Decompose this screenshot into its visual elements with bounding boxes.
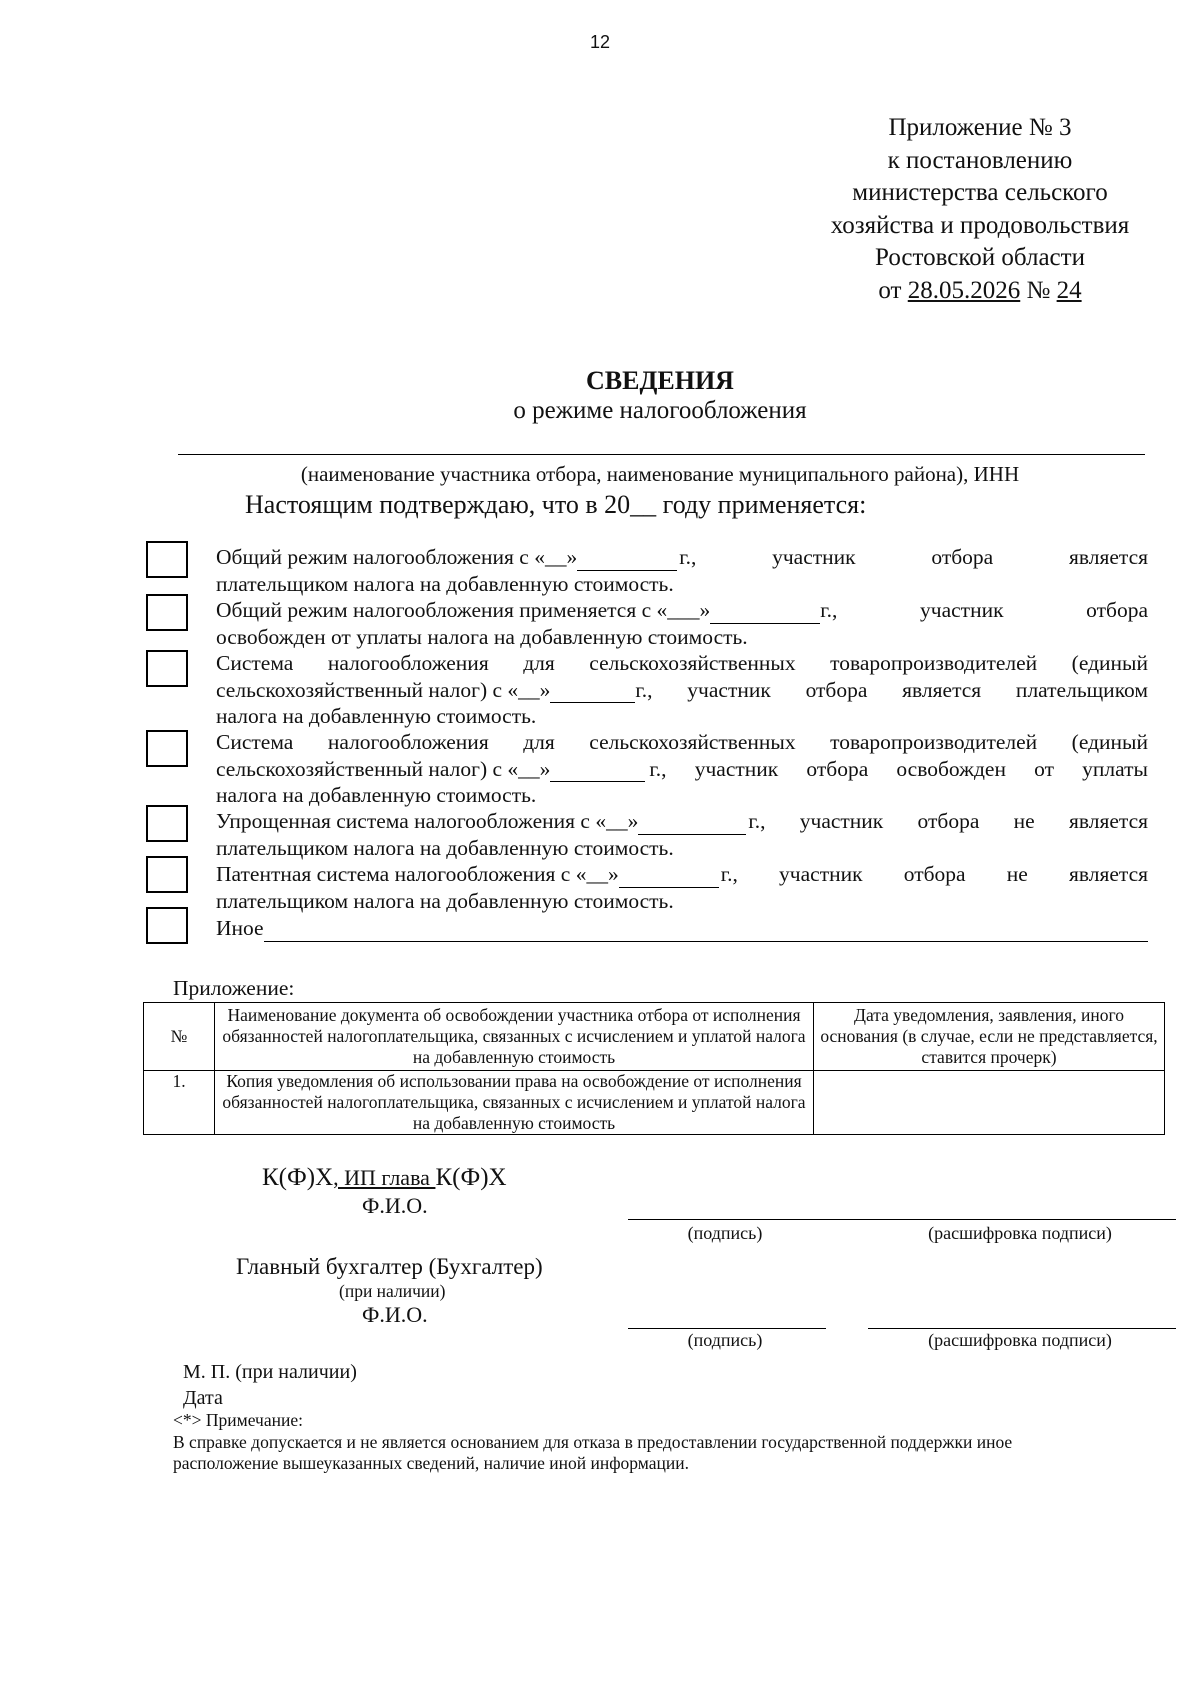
page-number: 12 (589, 32, 611, 52)
role-text: К(Ф)Х (435, 1164, 507, 1191)
option-text: г., участник отбора не является (748, 809, 1148, 833)
note-label: <*> Примечание: (173, 1410, 303, 1430)
option-text: Иное (216, 916, 264, 940)
accountant-fio: Ф.И.О. (362, 1302, 428, 1327)
note-text (173, 1432, 1173, 1474)
decree-number: 24 (1056, 276, 1082, 304)
column-header: Наименование документа об освобождении участника отбора от исполнения обязанностей налогоплательщика, связанных с исчислением и уплатой налога на добавленную стоимость (215, 1003, 814, 1071)
option-text: Общий режим налогообложения с «__» (216, 545, 578, 569)
option-esn-vat (216, 650, 1148, 730)
option-checkbox-general-exempt[interactable] (146, 594, 188, 631)
head-role (262, 1164, 507, 1192)
option-general-vat (216, 544, 1148, 597)
note-line: расположение вышеуказанных сведений, наличие иной информации. (173, 1453, 689, 1473)
option-text: сельскохозяйственный налог) с «__» (216, 756, 551, 781)
accountant-signature-line (628, 1328, 826, 1329)
appendix-line: министерства сельского (852, 179, 1108, 206)
table-cell-empty (814, 1071, 1165, 1135)
column-header: № (144, 1003, 215, 1071)
role-text: К(Ф)Х (262, 1164, 334, 1191)
head-fio: Ф.И.О. (362, 1193, 428, 1218)
option-simplified (216, 808, 1148, 861)
option-text: г., участник отбора является (679, 545, 1148, 569)
option-text: г., участник отбора является плательщиком (635, 677, 1148, 702)
option-checkbox-simplified[interactable] (146, 805, 188, 842)
appendix-line: Приложение № 3 (888, 114, 1072, 141)
date-prefix: от (878, 276, 908, 304)
accountant-decryption-line (868, 1328, 1176, 1329)
attachment-table (143, 1002, 1165, 1135)
option-esn-exempt (216, 729, 1148, 809)
option-checkbox-patent[interactable] (146, 856, 188, 893)
option-text: освобожден от уплаты налога на добавленную стоимость. (216, 624, 748, 649)
accountant-if-any: (при наличии) (339, 1281, 446, 1301)
option-text: Система налогообложения для сельскохозяйственных товаропроизводителей (единый (216, 651, 1148, 675)
note-line: В справке допускается и не является основанием для отказа в предоставлении государственной поддержки иное (173, 1432, 1013, 1452)
option-text: плательщиком налога на добавленную стоимость. (216, 835, 674, 860)
decree-date: 28.05.2026 (907, 276, 1021, 304)
document-subtitle: о режиме налогообложения (513, 397, 807, 424)
appendix-header (770, 112, 1190, 307)
decryption-caption: (расшифровка подписи) (928, 1223, 1112, 1243)
option-text: плательщиком налога на добавленную стоимость. (216, 888, 674, 913)
appendix-line: к постановлению (887, 146, 1073, 174)
option-text: сельскохозяйственный налог) с «__» (216, 677, 551, 702)
option-text: г., участник отбора не является (720, 862, 1148, 886)
appendix-line: хозяйства и продовольствия (830, 211, 1130, 239)
option-text: Упрощенная система налогообложения с «__» (216, 809, 639, 833)
accountant-role: Главный бухгалтер (Бухгалтер) (236, 1254, 543, 1279)
signature-caption: (подпись) (687, 1223, 763, 1243)
option-general-exempt (216, 597, 1148, 650)
head-signature-line (628, 1219, 1176, 1220)
participant-name-line (178, 454, 1145, 455)
option-checkbox-general-vat[interactable] (146, 541, 188, 578)
option-text: налога на добавленную стоимость. (216, 783, 537, 807)
option-text: Общий режим налогообложения применяется с «___» (216, 598, 711, 622)
attachment-label: Приложение: (173, 976, 295, 1000)
option-text: г., участник отбора освобожден от уплаты (649, 756, 1148, 781)
table-cell: 1. (144, 1071, 215, 1135)
document-title: СВЕДЕНИЯ (586, 366, 734, 395)
confirm-text: Настоящим подтверждаю, что в 20__ году применяется: (245, 490, 867, 519)
decryption-caption: (расшифровка подписи) (928, 1330, 1112, 1350)
date-label: Дата (183, 1387, 223, 1409)
option-checkbox-other[interactable] (146, 907, 188, 944)
option-text: налога на добавленную стоимость. (216, 704, 537, 728)
column-header: Дата уведомления, заявления, иного основания (в случае, если не представляется, ставится прочерк) (814, 1003, 1165, 1071)
signature-caption: (подпись) (687, 1330, 763, 1350)
stamp-label: М. П. (при наличии) (183, 1361, 357, 1383)
table-row (144, 1071, 1165, 1135)
option-text: г., участник отбора (820, 598, 1148, 622)
option-text: Система налогообложения для сельскохозяйственных товаропроизводителей (единый (216, 730, 1148, 754)
appendix-date-line (770, 275, 1190, 308)
role-text: , ИП глава (333, 1165, 436, 1190)
option-checkbox-esn-exempt[interactable] (146, 730, 188, 767)
option-text: плательщиком налога на добавленную стоимость. (216, 571, 674, 596)
number-sign: № (1020, 276, 1057, 304)
option-patent (216, 861, 1148, 914)
option-other (216, 915, 1148, 942)
table-cell: Копия уведомления об использовании права на освобождение от исполнения обязанностей налогоплательщика, связанных с исчислением и уплатой налога на добавленную стоимость (215, 1071, 814, 1135)
appendix-line: Ростовской области (875, 244, 1085, 271)
option-checkbox-esn-vat[interactable] (146, 650, 188, 687)
participant-name-caption: (наименование участника отбора, наименование муниципального района), ИНН (300, 462, 1020, 486)
option-text: Патентная система налогообложения с «__» (216, 862, 619, 886)
table-header-row (144, 1003, 1165, 1071)
